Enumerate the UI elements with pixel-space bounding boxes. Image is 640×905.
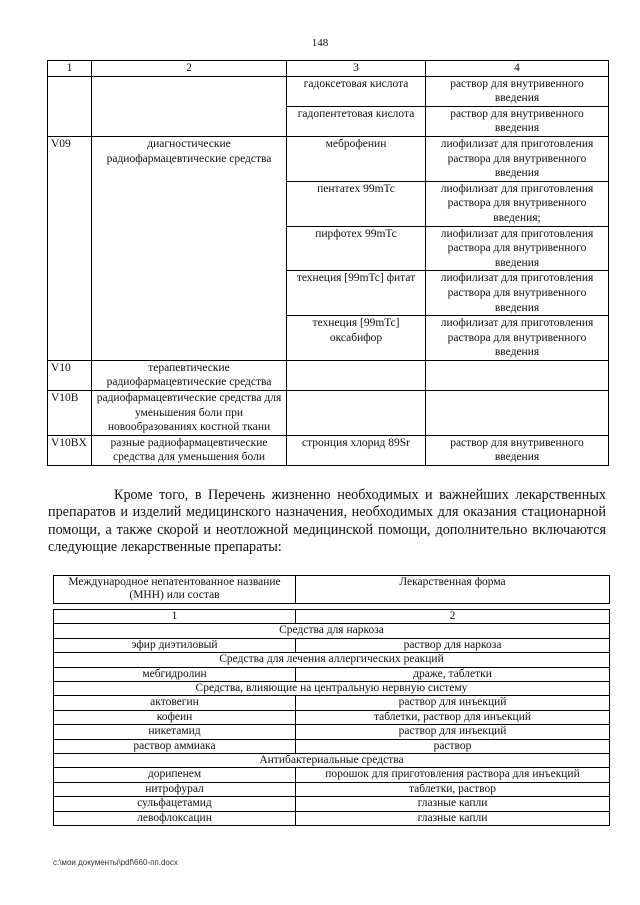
table-row	[54, 710, 610, 724]
dosage-form-cell	[426, 360, 609, 390]
page-number: 148	[311, 37, 329, 49]
column-header-form: Лекарственная форма	[296, 576, 610, 604]
section-row	[54, 754, 610, 768]
drug-form-cell: раствор	[296, 739, 610, 753]
drug-form-cell: раствор для наркоза	[296, 638, 610, 652]
section-title: Средства для наркоза	[54, 624, 610, 638]
table-row	[48, 360, 609, 390]
substance-cell: гадопентетовая кислота	[287, 106, 426, 136]
table-row	[54, 667, 610, 681]
drug-form-cell: таблетки, раствор	[296, 782, 610, 796]
column-number-3: 3	[287, 61, 426, 77]
atc-code-cell	[48, 76, 92, 136]
group-cell: терапевтические радиофармацевтические средства	[92, 360, 287, 390]
column-number-1: 1	[48, 61, 92, 77]
column-number-1: 1	[54, 610, 296, 624]
substance-cell: пентатех 99mTc	[287, 181, 426, 226]
drug-form-cell: глазные капли	[296, 811, 610, 825]
drug-name-cell: мебгидролин	[54, 667, 296, 681]
section-row	[54, 653, 610, 667]
drug-name-cell: актовегин	[54, 696, 296, 710]
atc-code-cell: V09	[48, 136, 92, 360]
group-cell	[92, 76, 287, 136]
drug-name-cell: эфир диэтиловый	[54, 638, 296, 652]
drug-name-cell: сульфацетамид	[54, 797, 296, 811]
drug-form-cell: раствор для инъекций	[296, 696, 610, 710]
atc-code-cell: V10BX	[48, 435, 92, 465]
dosage-form-cell: раствор для внутривенного введения	[426, 76, 609, 106]
dosage-form-cell: лиофилизат для приготовления раствора для внутривенного введения	[426, 271, 609, 316]
group-cell: диагностические радиофармацевтические средства	[92, 136, 287, 360]
dosage-form-cell	[426, 391, 609, 436]
drug-name-cell: раствор аммиака	[54, 739, 296, 753]
drug-name-cell: кофеин	[54, 710, 296, 724]
drug-form-cell: раствор для инъекций	[296, 725, 610, 739]
drug-form-cell: таблетки, раствор для инъекций	[296, 710, 610, 724]
substance-cell	[287, 391, 426, 436]
table-row	[54, 768, 610, 782]
table-row	[48, 136, 609, 181]
column-number-2: 2	[92, 61, 287, 77]
drug-name-cell: левофлоксацин	[54, 811, 296, 825]
atc-code-cell: V10	[48, 360, 92, 390]
table-row	[54, 782, 610, 796]
drug-form-cell: глазные капли	[296, 797, 610, 811]
substance-cell: пирфотех 99mTc	[287, 226, 426, 271]
drug-name-cell: никетамид	[54, 725, 296, 739]
table-row	[54, 739, 610, 753]
substance-cell: стронция хлорид 89Sr	[287, 435, 426, 465]
group-cell: разные радиофармацевтические средства для уменьшения боли	[92, 435, 287, 465]
table-row	[54, 696, 610, 710]
table-row	[54, 797, 610, 811]
drug-form-cell: драже, таблетки	[296, 667, 610, 681]
table-row	[48, 391, 609, 436]
column-numbers-row	[54, 610, 610, 624]
table-header-row	[54, 576, 610, 604]
section-title: Антибактериальные средства	[54, 754, 610, 768]
file-path-footer: c:\мои документы\pdf\660-пп.docx	[53, 858, 178, 867]
column-number-4: 4	[426, 61, 609, 77]
drug-classification-table	[47, 60, 609, 466]
dosage-form-cell: лиофилизат для приготовления раствора для внутривенного введения	[426, 136, 609, 181]
drug-name-cell: нитрофурал	[54, 782, 296, 796]
table-row	[54, 725, 610, 739]
substance-cell: технеция [99mTc] оксабифор	[287, 316, 426, 361]
section-title: Средства, влияющие на центральную нервную систему	[54, 682, 610, 696]
substance-cell: технеция [99mTc] фитат	[287, 271, 426, 316]
table-row	[48, 76, 609, 106]
substance-cell	[287, 360, 426, 390]
substance-cell: меброфенин	[287, 136, 426, 181]
dosage-form-cell: лиофилизат для приготовления раствора для внутривенного введения	[426, 226, 609, 271]
dosage-form-cell: лиофилизат для приготовления раствора для внутривенного введения	[426, 316, 609, 361]
atc-code-cell: V10B	[48, 391, 92, 436]
group-cell: радиофармацевтические средства для уменьшения боли при новообразованиях костной ткани	[92, 391, 287, 436]
dosage-form-cell: лиофилизат для приготовления раствора для внутривенного введения;	[426, 181, 609, 226]
table-row	[54, 811, 610, 825]
section-row	[54, 624, 610, 638]
table-row	[54, 638, 610, 652]
section-row	[54, 682, 610, 696]
dosage-form-cell: раствор для внутривенного введения	[426, 106, 609, 136]
dosage-form-cell: раствор для внутривенного введения	[426, 435, 609, 465]
additional-drugs-table	[53, 609, 610, 826]
substance-cell: гадоксетовая кислота	[287, 76, 426, 106]
section-title: Средства для лечения аллергических реакций	[54, 653, 610, 667]
column-number-2: 2	[296, 610, 610, 624]
body-paragraph: Кроме того, в Перечень жизненно необходимых и важнейших лекарственных препаратов и изделий медицинского назначения, необходимых для оказания стационарной помощи, а также скорой и неотложной медицинской помощи, дополнительно включаются следующие лекарственные препараты:	[48, 487, 606, 556]
additional-drugs-header-table	[53, 575, 610, 604]
drug-name-cell: дорипенем	[54, 768, 296, 782]
table-row	[48, 435, 609, 465]
column-header-inn: Международное непатентованное название (МНН) или состав	[54, 576, 296, 604]
table-header-row	[48, 61, 609, 77]
drug-form-cell: порошок для приготовления раствора для инъекций	[296, 768, 610, 782]
